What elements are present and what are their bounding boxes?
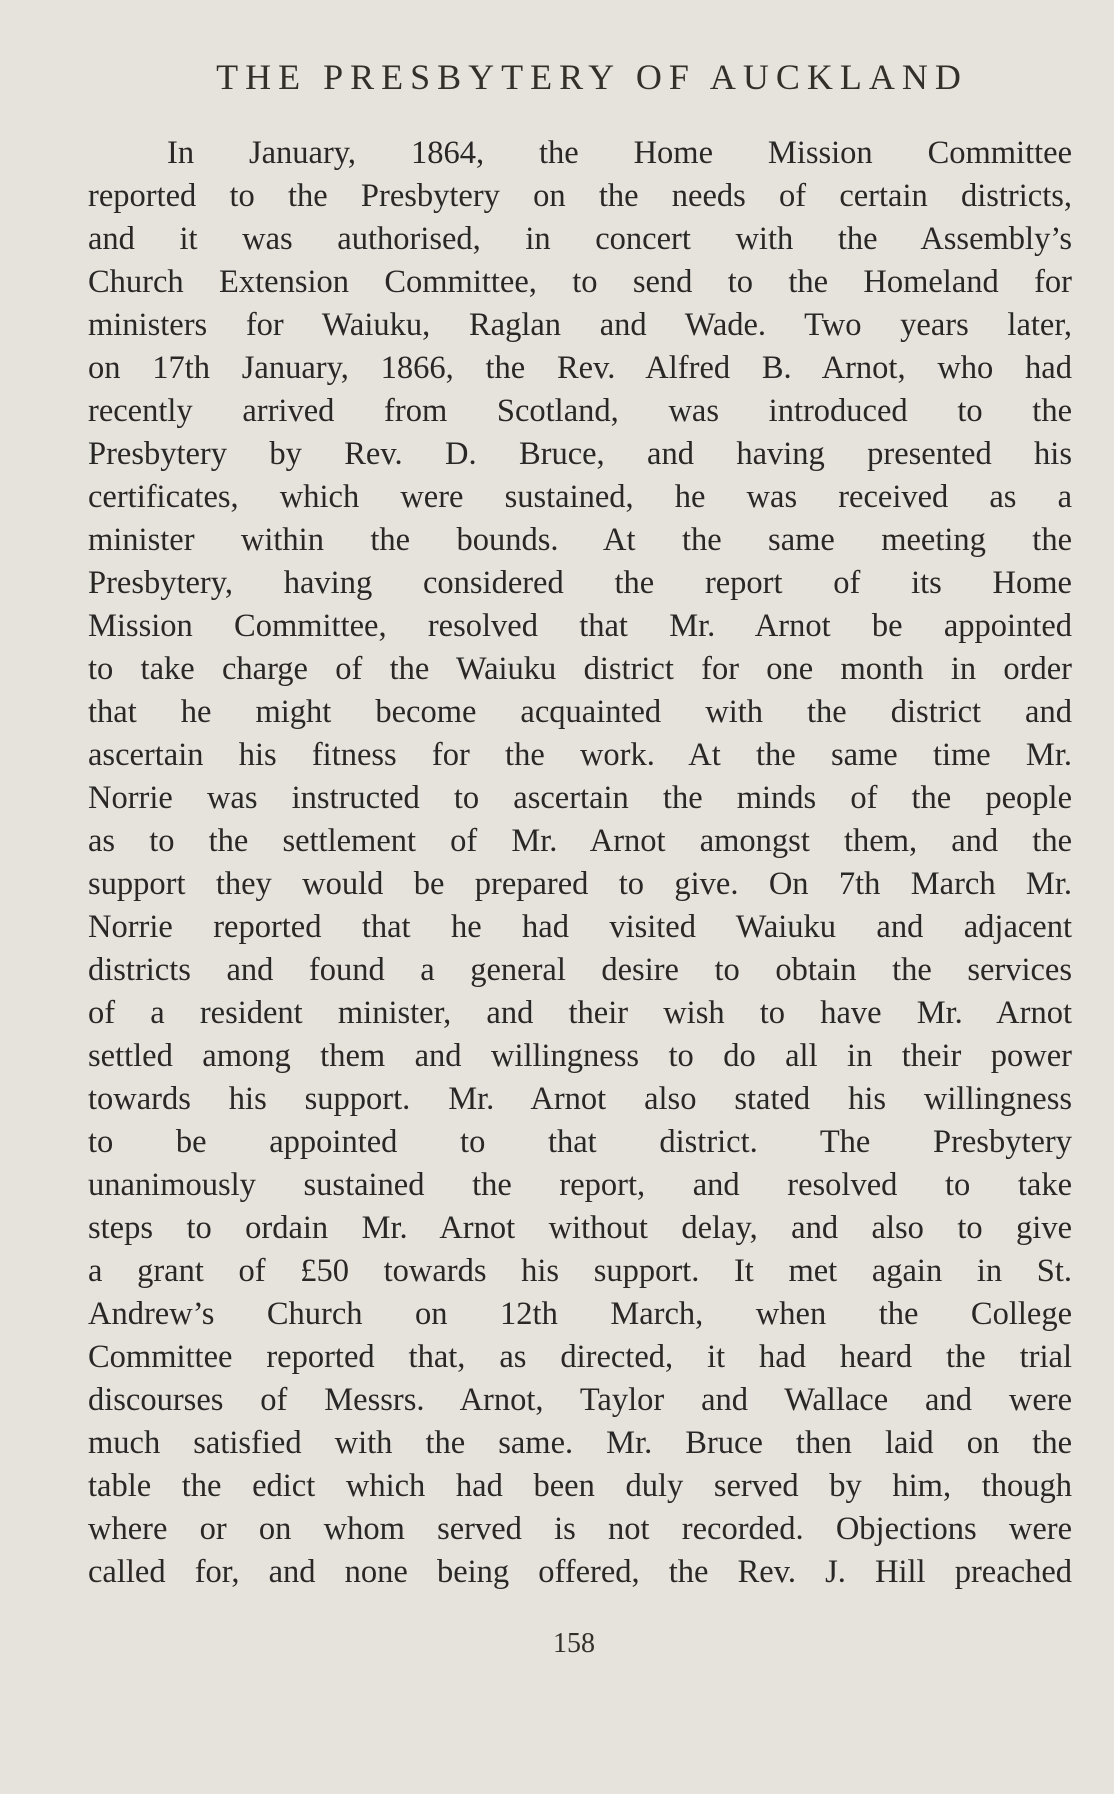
text-line: Andrew’s Church on 12th March, when the College	[88, 1296, 1072, 1332]
text-line: much satisfied with the same. Mr. Bruce then laid on the	[88, 1425, 1072, 1461]
text-line: Presbytery, having considered the report of its Home	[88, 565, 1072, 601]
text-line: to take charge of the Waiuku district for one month in order	[88, 651, 1072, 687]
text-line: certificates, which were sustained, he was received as a	[88, 479, 1072, 515]
text-line: as to the settlement of Mr. Arnot amongst them, and the	[88, 823, 1072, 859]
text-line: called for, and none being offered, the Rev. J. Hill preached	[88, 1554, 1072, 1590]
text-line: Mission Committee, resolved that Mr. Arnot be appointed	[88, 608, 1072, 644]
text-line: towards his support. Mr. Arnot also stated his willingness	[88, 1081, 1072, 1117]
text-line: recently arrived from Scotland, was introduced to the	[88, 393, 1072, 429]
text-line: reported to the Presbytery on the needs of certain districts,	[88, 178, 1072, 214]
text-line: unanimously sustained the report, and resolved to take	[88, 1167, 1072, 1203]
text-line: steps to ordain Mr. Arnot without delay, and also to give	[88, 1210, 1072, 1246]
text-line: and it was authorised, in concert with the Assembly’s	[88, 221, 1072, 257]
text-line: where or on whom served is not recorded. Objections were	[88, 1511, 1072, 1547]
text-line: settled among them and willingness to do all in their power	[88, 1038, 1072, 1074]
text-line: that he might become acquainted with the district and	[88, 694, 1072, 730]
text-line: table the edict which had been duly served by him, though	[88, 1468, 1072, 1504]
text-line: of a resident minister, and their wish to have Mr. Arnot	[88, 995, 1072, 1031]
text-line: on 17th January, 1866, the Rev. Alfred B. Arnot, who had	[88, 350, 1072, 386]
text-line: support they would be prepared to give. On 7th March Mr.	[88, 866, 1072, 902]
text-line: Committee reported that, as directed, it had heard the trial	[88, 1339, 1072, 1375]
text-line: Norrie was instructed to ascertain the minds of the people	[88, 780, 1072, 816]
text-line: In January, 1864, the Home Mission Committee	[167, 135, 1072, 171]
text-line: a grant of £50 towards his support. It met again in St.	[88, 1253, 1072, 1289]
page-number: 158	[553, 1628, 595, 1659]
body-paragraph	[88, 132, 1072, 1594]
text-line: Presbytery by Rev. D. Bruce, and having presented his	[88, 436, 1072, 472]
text-line: ministers for Waiuku, Raglan and Wade. Two years later,	[88, 307, 1072, 343]
text-line: ascertain his fitness for the work. At the same time Mr.	[88, 737, 1072, 773]
text-line: discourses of Messrs. Arnot, Taylor and Wallace and were	[88, 1382, 1072, 1418]
text-line: Norrie reported that he had visited Waiuku and adjacent	[88, 909, 1072, 945]
text-line: to be appointed to that district. The Presbytery	[88, 1124, 1072, 1160]
running-head: THE PRESBYTERY OF AUCKLAND	[216, 57, 968, 97]
text-line: Church Extension Committee, to send to the Homeland for	[88, 264, 1072, 300]
text-line: districts and found a general desire to obtain the services	[88, 952, 1072, 988]
text-line: minister within the bounds. At the same meeting the	[88, 522, 1072, 558]
